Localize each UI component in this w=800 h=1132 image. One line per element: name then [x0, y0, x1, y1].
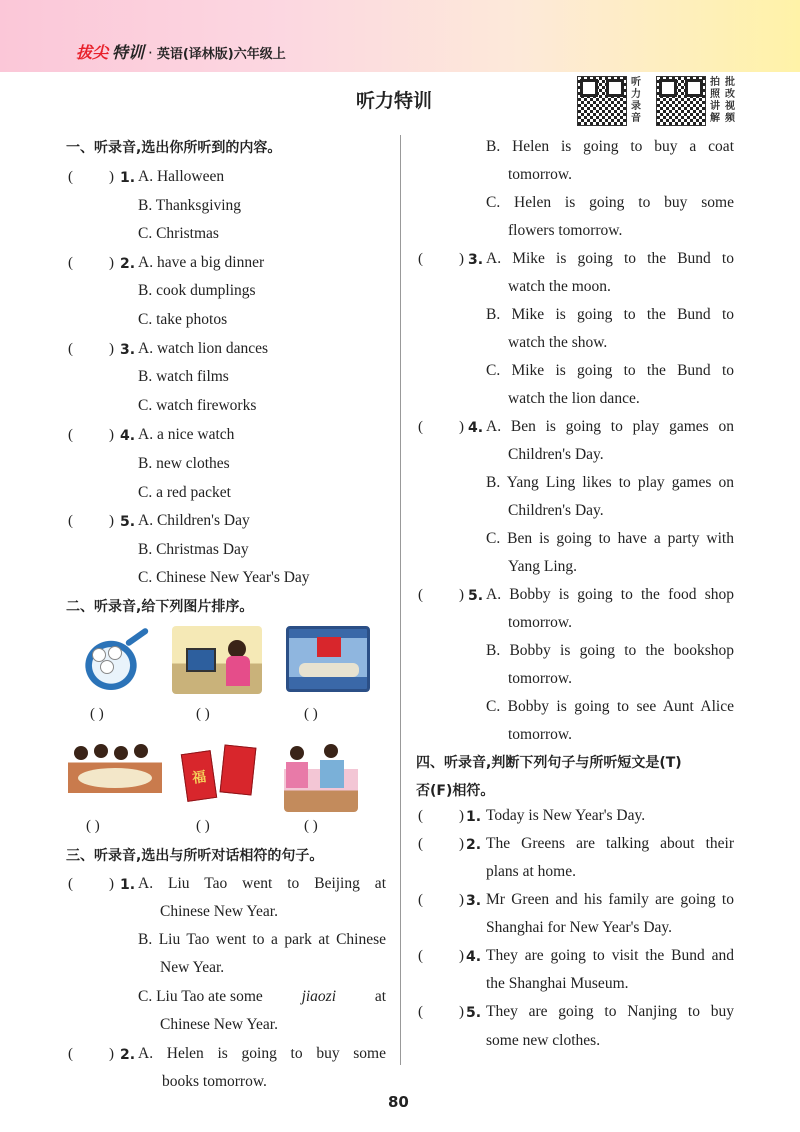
section2-title: 二、听录音,给下列图片排序。: [66, 599, 254, 615]
option-a-cont: books tomorrow.: [162, 1073, 267, 1090]
statement-text: Today is New Year's Day.: [486, 807, 646, 824]
brand-mark: 拔尖: [76, 43, 109, 62]
answer-blank[interactable]: ( ): [68, 255, 114, 271]
question-number: 4.: [120, 428, 136, 444]
statement-text-cont: plans at home.: [486, 863, 576, 880]
section4-title-line2: 否(F)相符。: [416, 783, 495, 799]
option-a: A. Helen is going to buy some: [138, 1045, 386, 1062]
option-a: A. Mike is going to the Bund to: [486, 250, 734, 267]
statement-number: 5.: [466, 1005, 482, 1021]
option-b: B. watch films: [138, 368, 229, 385]
option-c: C. Ben is going to have a party with: [486, 530, 734, 547]
page-title: 听力特训: [356, 90, 433, 112]
brand-dot: ·: [148, 44, 153, 62]
answer-blank[interactable]: ( ): [418, 419, 464, 435]
picture-answer-blank[interactable]: ( ): [90, 706, 104, 722]
option-b: B. Helen is going to buy a coat: [486, 138, 734, 155]
picture-answer-blank[interactable]: ( ): [304, 818, 318, 834]
option-c-cont: Chinese New Year.: [160, 1016, 278, 1033]
qr-code-icon[interactable]: [656, 76, 706, 126]
brand-name: 特训: [112, 43, 145, 62]
picture-answer-blank[interactable]: ( ): [196, 706, 210, 722]
page-number: 80: [388, 1093, 409, 1111]
statement-number: 2.: [466, 837, 482, 853]
qr-audio[interactable]: [577, 76, 645, 126]
picture-answer-blank[interactable]: ( ): [196, 818, 210, 834]
option-b: B. Bobby is going to the bookshop: [486, 642, 734, 659]
red-packet: [220, 744, 257, 795]
option-c: C. Christmas: [138, 225, 219, 242]
question-number: 5.: [468, 588, 484, 604]
answer-blank[interactable]: ( ): [68, 1046, 114, 1062]
option-b: B. Mike is going to the Bund to: [486, 306, 734, 323]
option-b-cont: watch the show.: [508, 334, 608, 351]
statement-number: 3.: [466, 893, 482, 909]
option-a-cont: Children's Day.: [508, 446, 604, 463]
option-b-cont: tomorrow.: [508, 670, 572, 687]
option-b: B. Yang Ling likes to play games on: [486, 474, 734, 491]
option-c: C. watch fireworks: [138, 397, 257, 414]
option-b: B. Christmas Day: [138, 541, 249, 558]
statement-text: Mr Green and his family are going to: [486, 891, 734, 908]
picture-answer-blank[interactable]: ( ): [304, 706, 318, 722]
column-divider: [400, 135, 401, 1065]
answer-blank[interactable]: ( ): [418, 1004, 464, 1020]
option-b-cont: tomorrow.: [508, 166, 572, 183]
option-b: B. Thanksgiving: [138, 197, 242, 214]
section4-title-line1: 四、听录音,判断下列句子与所听短文是(T): [416, 755, 682, 771]
answer-blank[interactable]: ( ): [68, 169, 114, 185]
question-number: 5.: [120, 514, 136, 530]
statement-text-cont: the Shanghai Museum.: [486, 975, 629, 992]
qr-video-label: 拍照讲解批改视频: [710, 77, 735, 124]
option-a: A. have a big dinner: [138, 254, 265, 271]
option-b: B. cook dumplings: [138, 282, 256, 299]
option-b-cont: New Year.: [160, 959, 225, 976]
question-number: 2.: [120, 1047, 136, 1063]
option-c: C. Chinese New Year's Day: [138, 569, 310, 586]
answer-blank[interactable]: ( ): [418, 836, 464, 852]
option-c-cont: tomorrow.: [508, 726, 572, 743]
answer-blank[interactable]: ( ): [418, 587, 464, 603]
brand-subtitle: 英语(译林版)六年级上: [156, 47, 286, 62]
option-c: C. Mike is going to the Bund to: [486, 362, 734, 379]
option-c-cont: watch the lion dance.: [508, 390, 640, 407]
question-number: 2.: [120, 256, 136, 272]
picture-shopping: [284, 740, 358, 812]
option-a: A. Children's Day: [138, 512, 250, 529]
question-number: 1.: [120, 170, 136, 186]
section1-title: 一、听录音,选出你所听到的内容。: [66, 140, 282, 156]
picture-computer: [172, 626, 262, 694]
option-c: C. Bobby is going to see Aunt Alice: [486, 698, 734, 715]
answer-blank[interactable]: ( ): [418, 251, 464, 267]
option-a: A. Halloween: [138, 168, 225, 185]
option-c: C. Liu Tao ate some jiaozi at: [138, 988, 386, 1005]
red-packet: 福: [181, 750, 217, 802]
answer-blank[interactable]: ( ): [418, 948, 464, 964]
answer-blank[interactable]: ( ): [68, 341, 114, 357]
picture-tv-show: [286, 626, 370, 692]
qr-code-icon[interactable]: [577, 76, 627, 126]
picture-family-dinner: [68, 742, 162, 810]
picture-answer-blank[interactable]: ( ): [86, 818, 100, 834]
question-number: 4.: [468, 420, 484, 436]
option-b: B. new clothes: [138, 455, 230, 472]
book-brand: [76, 40, 286, 63]
option-a: A. watch lion dances: [138, 340, 268, 357]
option-c: C. a red packet: [138, 484, 231, 501]
option-a: A. Bobby is going to the food shop: [486, 586, 734, 603]
option-a-cont: Chinese New Year.: [160, 903, 278, 920]
statement-text: They are going to Nanjing to buy: [486, 1003, 734, 1020]
option-b-cont: Children's Day.: [508, 502, 604, 519]
answer-blank[interactable]: ( ): [68, 876, 114, 892]
option-b: B. Liu Tao went to a park at Chinese: [138, 931, 386, 948]
statement-text-cont: Shanghai for New Year's Day.: [486, 919, 673, 936]
statement-text: They are going to visit the Bund and: [486, 947, 734, 964]
qr-video[interactable]: [656, 76, 738, 126]
statement-number: 1.: [466, 809, 482, 825]
option-a-cont: tomorrow.: [508, 614, 572, 631]
picture-red-packets: [180, 742, 264, 810]
option-c: C. take photos: [138, 311, 228, 328]
option-a-cont: watch the moon.: [508, 278, 611, 295]
statement-number: 4.: [466, 949, 482, 965]
question-number: 3.: [120, 342, 136, 358]
statement-text-cont: some new clothes.: [486, 1032, 601, 1049]
statement-text: The Greens are talking about their: [486, 835, 734, 852]
option-a: A. a nice watch: [138, 426, 235, 443]
answer-blank[interactable]: ( ): [418, 892, 464, 908]
option-c: C. Helen is going to buy some: [486, 194, 734, 211]
answer-blank[interactable]: ( ): [418, 808, 464, 824]
picture-dumplings: [72, 628, 150, 696]
question-number: 3.: [468, 252, 484, 268]
qr-audio-label: 听力录音: [631, 77, 641, 124]
option-c-cont: Yang Ling.: [508, 558, 578, 575]
answer-blank[interactable]: ( ): [68, 513, 114, 529]
section3-title: 三、听录音,选出与所听对话相符的句子。: [66, 848, 324, 864]
option-a: A. Ben is going to play games on: [486, 418, 734, 435]
answer-blank[interactable]: ( ): [68, 427, 114, 443]
option-a: A. Liu Tao went to Beijing at: [138, 875, 386, 892]
option-c-cont: flowers tomorrow.: [508, 222, 623, 239]
question-number: 1.: [120, 877, 136, 893]
